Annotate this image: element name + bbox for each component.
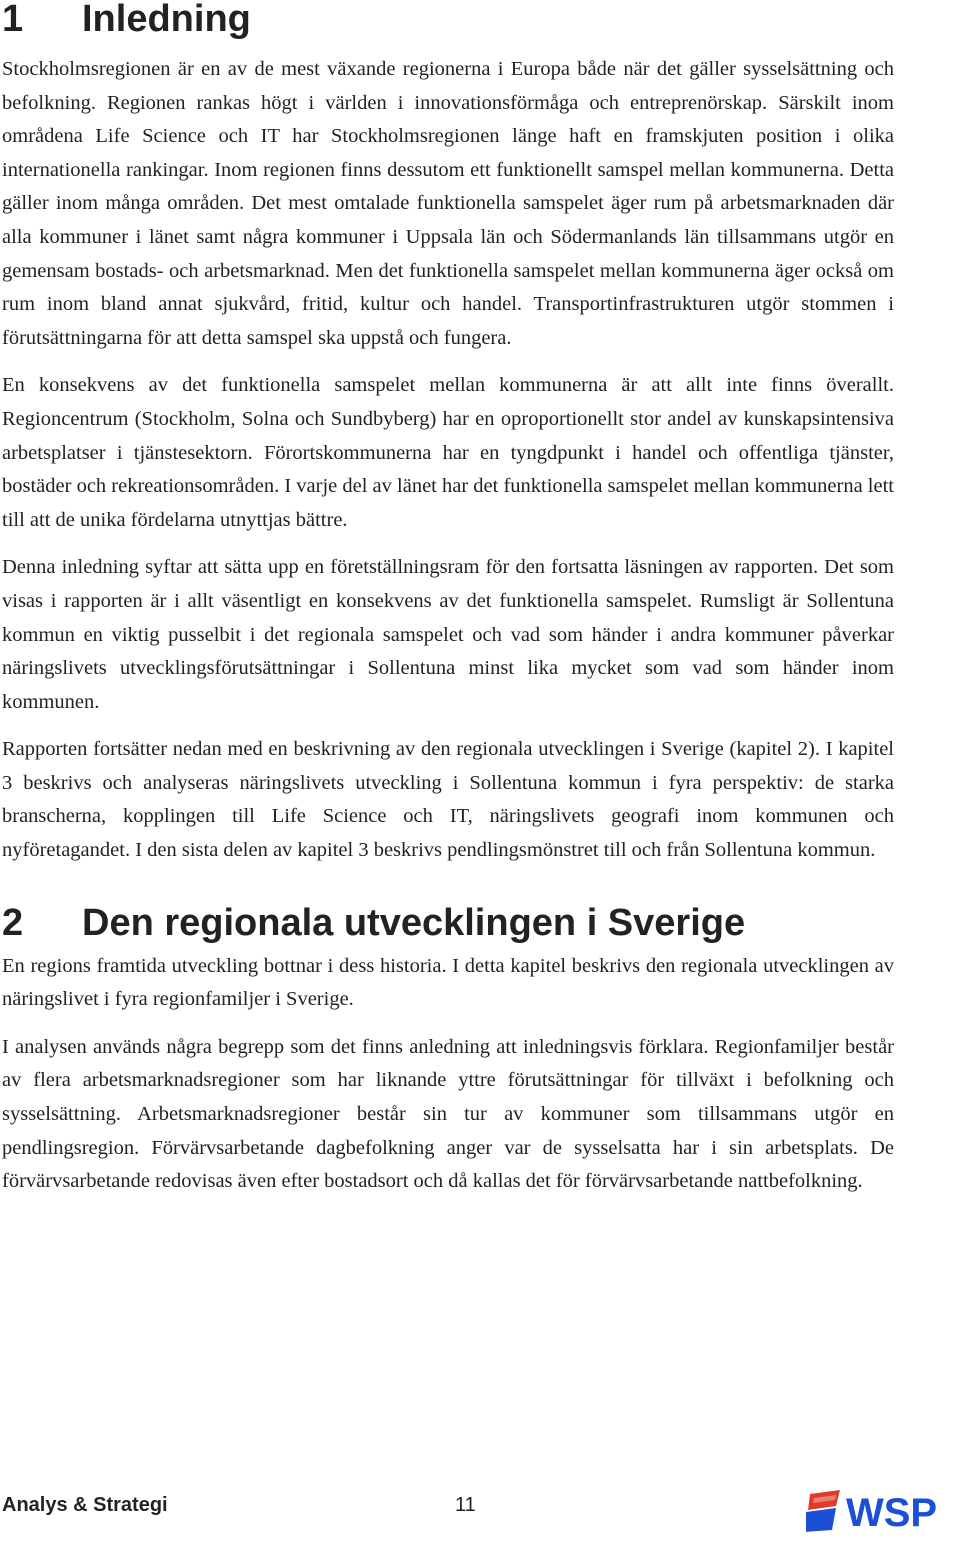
section-1-paragraph-3: Denna inledning syftar att sätta upp en företställningsram för den fortsatta läsningen av rapporten. Det som visas i rapporten är i allt väsentligt en konsekvens av det funktionella samspelet. Rumsligt är Sollentuna kommun en viktig pusselbit i det regionala samspelet och vad som händer i andra kommuner påverkar näringslivets utvecklingsförutsättningar i Sollentuna minst lika mycket som vad som händer inom kommunen. [2, 556, 894, 713]
footer-publisher: Analys & Strategi [2, 1494, 168, 1516]
section-2-paragraph-1: En regions framtida utveckling bottnar i dess historia. I detta kapitel beskrivs den regionala utvecklingen av näringslivet i fyra regionfamiljer i Sverige. [2, 954, 894, 1011]
wsp-logo-flag-icon [806, 1490, 840, 1532]
section-2-heading [2, 902, 894, 944]
section-2-number: 2 [2, 901, 24, 944]
section-1-paragraph-2: En konsekvens av det funktionella samspelet mellan kommunerna är att allt inte finns överallt. Regioncentrum (Stockholm, Solna och Sundbyberg) har en oproportionellt stor andel av kunskapsintensiva arbetsplatser i tjänstesektorn. Förortskommunerna har en tyngdpunkt i handel och offentliga tjänster, bostäder och rekreationsområden. I varje del av länet har det funktionella samspelet mellan kommunerna lett till att de unika fördelarna utnyttjas bättre. [2, 374, 894, 531]
section-1-title: Inledning [82, 0, 251, 40]
section-1-number: 1 [2, 0, 24, 40]
page-content [2, 0, 894, 1213]
section-1-paragraph-1: Stockholmsregionen är en av de mest växande regionerna i Europa både när det gäller sysselsättning och befolkning. Regionen rankas högt i världen i innovationsförmåga och entreprenörskap. Särskilt inom områdena Life Science och IT har Stockholmsregionen länge haft en framskjuten position i olika internationella rankingar. Inom regionen finns dessutom ett funktionellt samspel mellan kommunerna. Detta gäller inom många områden. Det mest omtalade funktionella samspelet äger rum på arbetsmarknaden där alla kommuner i länet samt några kommuner i Uppsala län och Södermanlands län tillsammans utgör en gemensam bostads- och arbetsmarknad. Men det funktionella samspelet mellan kommunerna äger också om rum inom bland annat sjukvård, fritid, kultur och handel. Transportinfrastrukturen utgör stommen i förutsättningarna för att detta samspel ska uppstå och fungera. [2, 58, 894, 349]
wsp-logo-text: WSP [846, 1491, 938, 1534]
wsp-logo [806, 1488, 960, 1534]
footer-page-number: 11 [455, 1494, 476, 1516]
section-1-heading [2, 0, 894, 38]
section-2-paragraph-2: I analysen används några begrepp som det finns anledning att inledningsvis förklara. Regionfamiljer består av flera arbetsmarknadsregioner som har liknande yttre förutsättningar för tillväxt i befolkning och sysselsättning. Arbetsmarknadsregioner består sin tur av kommuner som tillsammans utgör en pendlingsregion. Förvärvsarbetande dagbefolkning anger var de sysselsatta har i sin arbetsplats. De förvärvsarbetande redovisas även efter bostadsort och då kallas det för förvärvsarbetande nattbefolkning. [2, 1035, 894, 1193]
page-footer [0, 1488, 960, 1538]
section-2-title: Den regionala utvecklingen i Sverige [82, 901, 746, 944]
section-1-paragraph-4: Rapporten fortsätter nedan med en beskrivning av den regionala utvecklingen i Sverige (kapitel 2). I kapitel 3 beskrivs och analyseras näringslivets utveckling i Sollentuna kommun i fyra perspektiv: de starka branscherna, kopplingen till Life Science och IT, näringslivets geografi inom kommunen och nyföretagandet. I den sista delen av kapitel 3 beskrivs pendlingsmönstret till och från Sollentuna kommun. [2, 738, 894, 862]
